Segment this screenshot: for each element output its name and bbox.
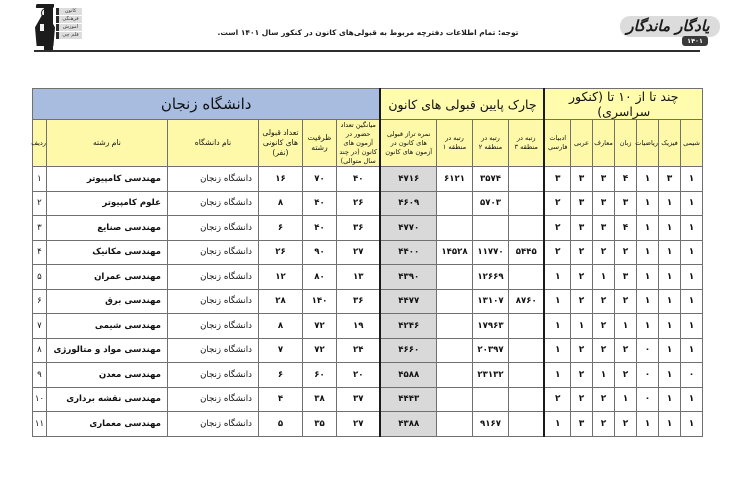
col-header-physics: فیزیک (659, 120, 681, 167)
cell-arabic: ۲ (571, 387, 593, 412)
cell-capacity: ۹۰ (302, 240, 336, 265)
cell-row-no: ۳ (32, 216, 46, 241)
cell-rank-zone3 (508, 363, 544, 388)
cell-physics: ۱ (659, 265, 681, 290)
cell-row-no: ۹ (32, 363, 46, 388)
cell-math: ۱ (637, 191, 659, 216)
cell-rank-zone2 (472, 387, 508, 412)
col-header-avg-attendance: میانگین تعداد حضور در آزمون های کانون (در چند سال متوالی) (336, 120, 380, 167)
cell-arabic: ۲ (571, 338, 593, 363)
header-divider (34, 50, 700, 52)
cell-rank-zone3 (508, 265, 544, 290)
cell-taraz-score: ۴۶۰۹ (380, 191, 436, 216)
cell-kanoon-admits: ۲۸ (258, 289, 302, 314)
cell-literature: ۲ (544, 191, 570, 216)
cell-capacity: ۷۲ (302, 314, 336, 339)
col-header-row-no: ردیف (32, 120, 46, 167)
cell-taraz-score: ۴۲۴۶ (380, 314, 436, 339)
cell-rank-zone3 (508, 338, 544, 363)
cell-maaref: ۲ (593, 289, 615, 314)
cell-chemistry: ۱ (681, 265, 703, 290)
cell-kanoon-admits: ۱۲ (258, 265, 302, 290)
col-header-taraz-score: نمره تراز قبولی های کانون در آزمون های کانون (380, 120, 436, 167)
cell-capacity: ۸۰ (302, 265, 336, 290)
cell-chemistry: ۱ (681, 216, 703, 241)
cell-rank-zone1 (436, 412, 472, 437)
results-table-container (33, 88, 703, 437)
cell-language: ۲ (615, 338, 637, 363)
results-table-body (32, 167, 702, 437)
cell-rank-zone3: ۸۷۶۰ (508, 289, 544, 314)
table-row (32, 265, 702, 290)
cell-row-no: ۱۰ (32, 387, 46, 412)
cell-field-name: مهندسی مکانیک (46, 240, 167, 265)
table-row (32, 338, 702, 363)
cell-arabic: ۲ (571, 265, 593, 290)
cell-language: ۳ (615, 191, 637, 216)
cell-literature: ۱ (544, 289, 570, 314)
cell-kanoon-admits: ۸ (258, 314, 302, 339)
cell-capacity: ۴۰ (302, 216, 336, 241)
table-row (32, 240, 702, 265)
cell-math: ۰ (637, 363, 659, 388)
cell-field-name: مهندسی نقشه برداری (46, 387, 167, 412)
cell-university-name: دانشگاه زنجان (167, 412, 258, 437)
cell-university-name: دانشگاه زنجان (167, 289, 258, 314)
cell-language: ۲ (615, 289, 637, 314)
cell-arabic: ۲ (571, 289, 593, 314)
cell-literature: ۱ (544, 265, 570, 290)
cell-rank-zone1 (436, 387, 472, 412)
cell-taraz-score: ۴۳۹۰ (380, 265, 436, 290)
cell-field-name: مهندسی معماری (46, 412, 167, 437)
cell-rank-zone2: ۱۳۱۰۷ (472, 289, 508, 314)
cell-avg-attendance: ۳۶ (336, 216, 380, 241)
cell-field-name: مهندسی مواد و متالورژی (46, 338, 167, 363)
cell-language: ۲ (615, 240, 637, 265)
cell-rank-zone1 (436, 338, 472, 363)
cell-university-name: دانشگاه زنجان (167, 387, 258, 412)
cell-rank-zone2: ۱۷۹۶۳ (472, 314, 508, 339)
cell-field-name: مهندسی برق (46, 289, 167, 314)
cell-taraz-score: ۴۳۸۸ (380, 412, 436, 437)
cell-row-no: ۲ (32, 191, 46, 216)
cell-taraz-score: ۴۴۰۰ (380, 240, 436, 265)
cell-row-no: ۷ (32, 314, 46, 339)
cell-physics: ۳ (659, 167, 681, 192)
cell-rank-zone3 (508, 387, 544, 412)
cell-rank-zone2: ۲۳۱۳۲ (472, 363, 508, 388)
cell-physics: ۱ (659, 314, 681, 339)
cell-capacity: ۳۸ (302, 387, 336, 412)
cell-chemistry: ۱ (681, 167, 703, 192)
cell-rank-zone2 (472, 216, 508, 241)
cell-chemistry: ۰ (681, 363, 703, 388)
cell-avg-attendance: ۳۷ (336, 387, 380, 412)
cell-rank-zone3 (508, 167, 544, 192)
cell-field-name: مهندسی صنایع (46, 216, 167, 241)
cell-language: ۲ (615, 412, 637, 437)
cell-kanoon-admits: ۱۶ (258, 167, 302, 192)
cell-avg-attendance: ۲۰ (336, 363, 380, 388)
cell-language: ۱ (615, 387, 637, 412)
cell-taraz-score: ۴۴۷۷ (380, 289, 436, 314)
cell-chemistry: ۱ (681, 314, 703, 339)
cell-maaref: ۳ (593, 167, 615, 192)
cell-capacity: ۴۰ (302, 191, 336, 216)
cell-math: ۱ (637, 240, 659, 265)
cell-field-name: مهندسی عمران (46, 265, 167, 290)
cell-language: ۳ (615, 265, 637, 290)
cell-row-no: ۵ (32, 265, 46, 290)
group-header-university: دانشگاه زنجان (32, 89, 380, 120)
cell-chemistry: ۱ (681, 338, 703, 363)
cell-arabic: ۳ (571, 412, 593, 437)
cell-rank-zone1 (436, 363, 472, 388)
cell-taraz-score: ۴۷۱۶ (380, 167, 436, 192)
cell-kanoon-admits: ۷ (258, 338, 302, 363)
cell-taraz-score: ۴۷۷۰ (380, 216, 436, 241)
cell-rank-zone3 (508, 216, 544, 241)
table-row (32, 289, 702, 314)
cell-math: ۱ (637, 289, 659, 314)
cell-avg-attendance: ۲۷ (336, 240, 380, 265)
cell-kanoon-admits: ۶ (258, 216, 302, 241)
col-header-language: زبان (615, 120, 637, 167)
cell-university-name: دانشگاه زنجان (167, 338, 258, 363)
cell-math: ۱ (637, 412, 659, 437)
table-row (32, 412, 702, 437)
cell-university-name: دانشگاه زنجان (167, 363, 258, 388)
brand-year-badge: ۱۴۰۱ (682, 36, 708, 46)
table-row (32, 363, 702, 388)
cell-literature: ۱ (544, 338, 570, 363)
cell-university-name: دانشگاه زنجان (167, 167, 258, 192)
cell-physics: ۱ (659, 412, 681, 437)
cell-university-name: دانشگاه زنجان (167, 314, 258, 339)
cell-chemistry: ۱ (681, 240, 703, 265)
cell-field-name: علوم کامپیوتر (46, 191, 167, 216)
cell-rank-zone2: ۹۱۶۷ (472, 412, 508, 437)
col-header-chemistry: شیمی (681, 120, 703, 167)
cell-rank-zone2: ۱۲۶۶۹ (472, 265, 508, 290)
logo-line-1: کانون (56, 8, 82, 15)
cell-rank-zone2: ۱۱۷۷۰ (472, 240, 508, 265)
cell-rank-zone1 (436, 216, 472, 241)
cell-capacity: ۷۲ (302, 338, 336, 363)
yadegar-mandegar-logo (616, 12, 720, 52)
cell-kanoon-admits: ۴ (258, 387, 302, 412)
col-header-university-name: نام دانشگاه (167, 120, 258, 167)
cell-maaref: ۲ (593, 387, 615, 412)
cell-field-name: مهندسی کامپیوتر (46, 167, 167, 192)
cell-university-name: دانشگاه زنجان (167, 216, 258, 241)
table-row (32, 216, 702, 241)
cell-university-name: دانشگاه زنجان (167, 191, 258, 216)
cell-literature: ۲ (544, 240, 570, 265)
cell-math: ۱ (637, 314, 659, 339)
table-row (32, 191, 702, 216)
cell-capacity: ۳۵ (302, 412, 336, 437)
cell-rank-zone2: ۵۷۰۳ (472, 191, 508, 216)
cell-avg-attendance: ۲۷ (336, 412, 380, 437)
cell-arabic: ۳ (571, 216, 593, 241)
cell-rank-zone3: ۵۴۴۵ (508, 240, 544, 265)
cell-university-name: دانشگاه زنجان (167, 240, 258, 265)
cell-physics: ۱ (659, 387, 681, 412)
cell-arabic: ۲ (571, 240, 593, 265)
cell-avg-attendance: ۴۰ (336, 167, 380, 192)
cell-row-no: ۴ (32, 240, 46, 265)
cell-rank-zone3 (508, 412, 544, 437)
cell-kanoon-admits: ۶ (258, 363, 302, 388)
cell-chemistry: ۱ (681, 387, 703, 412)
cell-arabic: ۳ (571, 167, 593, 192)
cell-rank-zone1: ۱۴۵۲۸ (436, 240, 472, 265)
cell-physics: ۱ (659, 363, 681, 388)
cell-maaref: ۲ (593, 314, 615, 339)
cell-math: ۱ (637, 216, 659, 241)
col-header-capacity: ظرفیت رشته (302, 120, 336, 167)
cell-physics: ۱ (659, 191, 681, 216)
cell-arabic: ۱ (571, 314, 593, 339)
cell-avg-attendance: ۳۶ (336, 289, 380, 314)
cell-row-no: ۸ (32, 338, 46, 363)
cell-rank-zone3 (508, 314, 544, 339)
cell-row-no: ۱ (32, 167, 46, 192)
cell-physics: ۱ (659, 240, 681, 265)
cell-physics: ۱ (659, 338, 681, 363)
cell-physics: ۱ (659, 216, 681, 241)
cell-field-name: مهندسی شیمی (46, 314, 167, 339)
col-header-field-name: نام رشته (46, 120, 167, 167)
cell-field-name: مهندسی معدن (46, 363, 167, 388)
logo-line-3: آموزش (56, 24, 82, 31)
cell-literature: ۲ (544, 216, 570, 241)
cell-maaref: ۱ (593, 265, 615, 290)
col-header-rank-zone2: رتبه در منطقه ۲ (472, 120, 508, 167)
cell-physics: ۱ (659, 289, 681, 314)
cell-rank-zone1 (436, 289, 472, 314)
cell-language: ۱ (615, 314, 637, 339)
brand-title: یادگار ماندگار (626, 17, 710, 35)
cell-math: ۱ (637, 167, 659, 192)
col-header-maaref: معارف (593, 120, 615, 167)
cell-capacity: ۷۰ (302, 167, 336, 192)
cell-math: ۰ (637, 387, 659, 412)
cell-maaref: ۳ (593, 216, 615, 241)
col-header-literature: ادبیات فارسی (544, 120, 570, 167)
cell-literature: ۱ (544, 314, 570, 339)
cell-avg-attendance: ۱۹ (336, 314, 380, 339)
cell-kanoon-admits: ۲۶ (258, 240, 302, 265)
cell-avg-attendance: ۱۳ (336, 265, 380, 290)
table-row (32, 314, 702, 339)
cell-capacity: ۱۴۰ (302, 289, 336, 314)
col-header-arabic: عربی (571, 120, 593, 167)
cell-maaref: ۲ (593, 412, 615, 437)
cell-taraz-score: ۴۵۸۸ (380, 363, 436, 388)
cell-rank-zone2: ۲۰۳۹۷ (472, 338, 508, 363)
cell-maaref: ۲ (593, 240, 615, 265)
cell-math: ۱ (637, 265, 659, 290)
cell-row-no: ۶ (32, 289, 46, 314)
cell-rank-zone1 (436, 265, 472, 290)
notice-text: توجه: تمام اطلاعات دفترچه مربوط به قبولی‌های کانون در کنکور سال ۱۴۰۱ است. (217, 28, 519, 37)
col-header-rank-zone1: رتبه در منطقه ۱ (436, 120, 472, 167)
cell-rank-zone1 (436, 314, 472, 339)
cell-kanoon-admits: ۸ (258, 191, 302, 216)
cell-chemistry: ۱ (681, 412, 703, 437)
logo-line-2: فرهنگی (56, 16, 82, 23)
cell-capacity: ۶۰ (302, 363, 336, 388)
cell-university-name: دانشگاه زنجان (167, 265, 258, 290)
cell-kanoon-admits: ۵ (258, 412, 302, 437)
cell-language: ۴ (615, 167, 637, 192)
cell-avg-attendance: ۲۶ (336, 191, 380, 216)
group-header-lower-quartile: چارک پایین قبولی های کانون (380, 89, 544, 120)
cell-literature: ۱ (544, 412, 570, 437)
cell-chemistry: ۱ (681, 191, 703, 216)
cell-maaref: ۱ (593, 363, 615, 388)
results-table (32, 88, 703, 437)
cell-rank-zone1: ۶۱۲۱ (436, 167, 472, 192)
cell-avg-attendance: ۲۴ (336, 338, 380, 363)
cell-maaref: ۳ (593, 191, 615, 216)
cell-language: ۲ (615, 363, 637, 388)
table-row (32, 387, 702, 412)
table-row (32, 167, 702, 192)
cell-row-no: ۱۱ (32, 412, 46, 437)
cell-chemistry: ۱ (681, 289, 703, 314)
cell-literature: ۲ (544, 387, 570, 412)
cell-literature: ۳ (544, 167, 570, 192)
logo-line-4: قلم چی (56, 32, 82, 39)
cell-math: ۰ (637, 338, 659, 363)
cell-rank-zone3 (508, 191, 544, 216)
cell-rank-zone2: ۳۵۷۴ (472, 167, 508, 192)
cell-maaref: ۲ (593, 338, 615, 363)
col-header-math: ریاضیات (637, 120, 659, 167)
cell-language: ۴ (615, 216, 637, 241)
col-header-rank-zone3: رتبه در منطقه ۳ (508, 120, 544, 167)
cell-taraz-score: ۴۴۴۳ (380, 387, 436, 412)
cell-arabic: ۳ (571, 191, 593, 216)
page-header (0, 0, 736, 62)
col-header-kanoon-admits: تعداد قبولی های کانونی (نفر) (258, 120, 302, 167)
cell-literature: ۱ (544, 363, 570, 388)
cell-rank-zone1 (436, 191, 472, 216)
cell-taraz-score: ۴۶۶۰ (380, 338, 436, 363)
group-header-how-many-of-ten: چند تا از ۱۰ تا (کنکور سراسری) (544, 89, 702, 120)
cell-arabic: ۲ (571, 363, 593, 388)
